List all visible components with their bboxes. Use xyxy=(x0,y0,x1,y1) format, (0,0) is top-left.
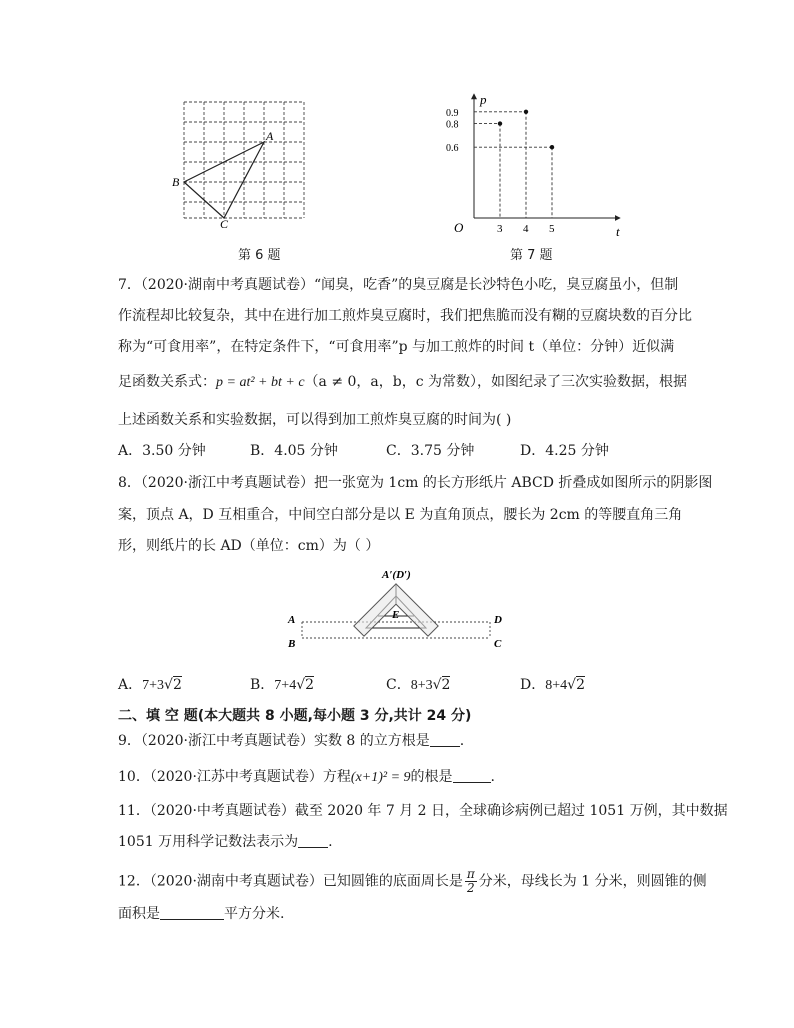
q8-option-d[interactable] xyxy=(520,674,585,694)
q7-formula: p = at² + bt + c xyxy=(216,375,305,390)
q9-answer-blank[interactable] xyxy=(430,732,460,747)
q10 xyxy=(118,767,495,788)
q8-option-b-rad: 2 xyxy=(305,677,315,693)
figure-7 xyxy=(440,88,630,238)
sqrt-icon: √ xyxy=(296,677,306,693)
q12-answer-blank[interactable] xyxy=(160,905,224,920)
q8-option-c-rad: 2 xyxy=(441,677,451,693)
q7-option-c[interactable]: C．3.75 分钟 xyxy=(386,443,475,459)
y-axis-label: p xyxy=(480,92,487,107)
q11-line-2 xyxy=(118,832,333,852)
data-point-0 xyxy=(498,121,502,125)
x-tick-label-2: 5 xyxy=(549,223,555,235)
q8-option-a-rad: 2 xyxy=(172,677,182,693)
q12-line-2-prefix: 面积是 xyxy=(118,906,160,922)
q8-line-2: 案，顶点 A，D 互相重合，中间空白部分是以 E 为直角顶点，腰长为 2cm 的等腰直角三角 xyxy=(118,507,683,523)
q10-end: . xyxy=(490,769,495,785)
q12-line-1 xyxy=(118,868,707,895)
q8-option-c[interactable] xyxy=(386,674,450,694)
q8-option-d-rad: 2 xyxy=(576,677,585,693)
label-a-prime-d-prime: A′(D′) xyxy=(382,569,411,581)
q7-line-4-suffix: （a ≠ 0，a，b，c 为常数），如图纪录了三次实验数据，根据 xyxy=(304,374,688,390)
figure-6 xyxy=(170,96,320,228)
q8-option-a-label: A． xyxy=(118,677,143,693)
label-d: D xyxy=(494,614,502,626)
q7-line-4 xyxy=(118,372,687,393)
q12-prefix: 12．（2020·湖南中考真题试卷）已知圆锥的底面周长是 xyxy=(118,873,463,890)
q12-fraction xyxy=(465,868,477,895)
sqrt-icon: √ xyxy=(567,677,577,693)
q7-line-5: 上述函数关系和实验数据，可以得到加工煎炸臭豆腐的时间为( ) xyxy=(118,412,512,428)
q12-line-2 xyxy=(118,904,284,924)
y-tick-label-0: 0.8 xyxy=(446,119,459,131)
figure-7-caption: 第 7 题 xyxy=(510,248,553,263)
q8-option-a[interactable] xyxy=(118,674,182,694)
figure-8 xyxy=(284,566,514,656)
q10-suffix: 的根是 xyxy=(410,769,453,785)
q7-option-b[interactable]: B．4.05 分钟 xyxy=(250,443,338,459)
q8-option-b[interactable] xyxy=(250,674,314,694)
q12-line-2-suffix: 平方分米. xyxy=(224,906,285,922)
q8-line-1: 8．（2020·浙江中考真题试卷）把一张宽为 1cm 的长方形纸片 ABCD 折叠成如图所示的阴影图 xyxy=(118,475,713,491)
label-c: C xyxy=(494,638,502,650)
q8-option-b-label: B． xyxy=(250,677,275,693)
q8-option-d-expr: 8+4 xyxy=(545,678,568,693)
q7-line-1: 7．（2020·湖南中考真题试卷）“闻臭，吃香”的臭豆腐是长沙特色小吃，臭豆腐虽小，但制 xyxy=(118,277,679,293)
section-2-title: 二、填 空 题(本大题共 8 小题,每小题 3 分,共计 24 分) xyxy=(118,708,472,724)
q11-line-1: 11．（2020·中考真题试卷）截至 2020 年 7 月 2 日，全球确诊病例已超过 1051 万例，其中数据 xyxy=(118,803,728,819)
label-c: C xyxy=(220,217,229,228)
label-a: A xyxy=(266,129,274,143)
q11-line-2-text: 1051 万用科学记数法表示为 xyxy=(118,834,299,850)
figure-6-caption: 第 6 题 xyxy=(238,248,281,263)
label-b: B xyxy=(288,638,296,650)
data-point-1 xyxy=(524,110,528,114)
label-a: A xyxy=(288,614,296,626)
origin-label: O xyxy=(454,220,464,235)
q7-line-3: 称为“可食用率”，在特定条件下，“可食用率”p 与加工煎炸的时间 t（单位：分钟）近似满 xyxy=(118,339,675,355)
q10-prefix: 10．（2020·江苏中考真题试卷）方程 xyxy=(118,769,351,785)
x-axis-label: t xyxy=(616,224,620,238)
x-tick-label-0: 3 xyxy=(497,223,503,235)
q12-suffix: 分米，母线长为 1 分米，则圆锥的侧 xyxy=(478,873,707,890)
q12-frac-num: π xyxy=(466,867,475,881)
x-tick-label-1: 4 xyxy=(523,223,529,235)
q8-option-c-label: C． xyxy=(386,677,411,693)
q7-line-4-prefix: 足函数关系式： xyxy=(118,374,216,390)
data-point-2 xyxy=(550,145,554,149)
sqrt-icon: √ xyxy=(432,677,442,693)
sqrt-icon: √ xyxy=(164,677,173,693)
y-tick-label-2: 0.6 xyxy=(446,143,459,155)
q8-option-c-expr: 8+3 xyxy=(410,678,433,693)
q8-line-3: 形，则纸片的长 AD（单位：cm）为（ ） xyxy=(118,538,380,554)
q9-text: 9．（2020·浙江中考真题试卷）实数 8 的立方根是 xyxy=(118,733,430,749)
q9 xyxy=(118,731,464,751)
q8-option-b-expr: 7+4 xyxy=(274,678,297,693)
q7-option-a[interactable]: A．3.50 分钟 xyxy=(118,443,206,459)
q8-option-a-expr: 7+3 xyxy=(142,678,165,693)
q8-option-d-label: D． xyxy=(520,677,546,693)
q11-answer-blank[interactable] xyxy=(298,833,328,848)
y-tick-label-1: 0.9 xyxy=(446,107,459,119)
q7-line-2: 作流程却比较复杂，其中在进行加工煎炸臭豆腐时，我们把焦脆而没有糊的豆腐块数的百分比 xyxy=(118,308,692,324)
q10-formula: (x+1)² = 9 xyxy=(350,770,411,785)
q12-frac-den: 2 xyxy=(467,881,475,895)
q10-answer-blank[interactable] xyxy=(453,768,491,783)
q9-end: . xyxy=(459,733,465,749)
label-b: B xyxy=(172,175,180,189)
q11-end: . xyxy=(328,834,333,850)
q7-option-d[interactable]: D．4.25 分钟 xyxy=(520,443,609,459)
label-e: E xyxy=(392,609,400,621)
